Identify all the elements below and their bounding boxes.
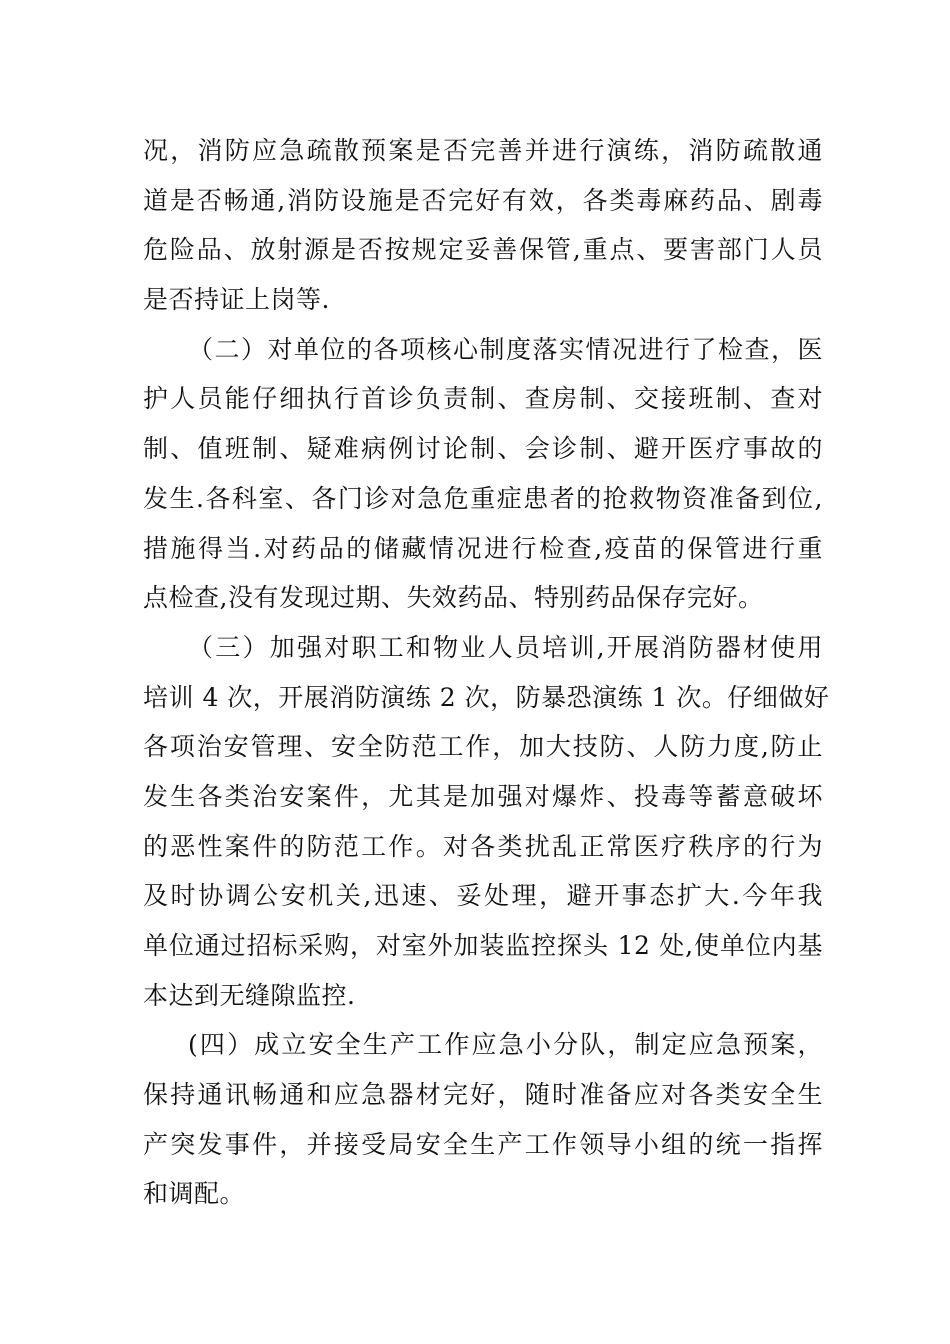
text-line: 单位通过招标采购，对室外加装监控探头 12 处,使单位内基	[143, 931, 823, 960]
text-line: 各项治安管理、安全防范工作，加大技防、人防力度,防止	[143, 732, 823, 762]
text-line: 发生.各科室、各门诊对急危重症患者的抢救物资准备到位,	[143, 483, 823, 513]
text-line: 护人员能仔细执行首诊负责制、查房制、交接班制、查对	[143, 384, 823, 414]
paragraph-section-3	[143, 623, 830, 1021]
text-line: （三）加强对职工和物业人员培训,开展消防器材使用	[188, 632, 823, 662]
text-line: 和调配。	[143, 1179, 246, 1209]
text-line: 产突发事件，并接受局安全生产工作领导小组的统一指挥	[143, 1129, 823, 1159]
text-line: 况，消防应急疏散预案是否完善并进行演练，消防疏散通	[143, 136, 823, 165]
text-line: 措施得当.对药品的储藏情况进行检查,疫苗的保管进行重	[143, 533, 823, 563]
text-line: 制、值班制、疑难病例讨论制、会诊制、避开医疗事故的	[143, 434, 823, 464]
text-line: 保持通讯畅通和应急器材完好，随时准备应对各类安全生	[143, 1080, 823, 1110]
text-line: 本达到无缝隙监控.	[143, 980, 356, 1010]
text-line: 危险品、放射源是否按规定妥善保管,重点、要害部门人员	[143, 235, 823, 265]
text-line: (四）成立安全生产工作应急小分队，制定应急预案，	[188, 1030, 823, 1060]
document-body	[143, 126, 830, 1219]
text-line: 是否持证上岗等.	[143, 285, 330, 315]
text-line: 培训 4 次，开展消防演练 2 次，防暴恐演练 1 次。仔细做好	[143, 682, 830, 712]
text-line: 及时协调公安机关,迅速、妥处理，避开事态扩大.今年我	[143, 881, 823, 911]
paragraph-continuation	[143, 126, 823, 325]
text-line: （二）对单位的各项核心制度落实情况进行了检查，医	[188, 334, 823, 364]
text-line: 的恶性案件的防范工作。对各类扰乱正常医疗秩序的行为	[143, 831, 823, 861]
paragraph-section-2	[143, 325, 823, 623]
text-line: 道是否畅通,消防设施是否完好有效，各类毒麻药品、剧毒	[143, 185, 823, 215]
text-line: 发生各类治安案件，尤其是加强对爆炸、投毒等蓄意破坏	[143, 781, 823, 811]
paragraph-section-4	[143, 1020, 823, 1219]
text-line: 点检查,没有发现过期、失效药品、特别药品保存完好。	[143, 583, 764, 613]
